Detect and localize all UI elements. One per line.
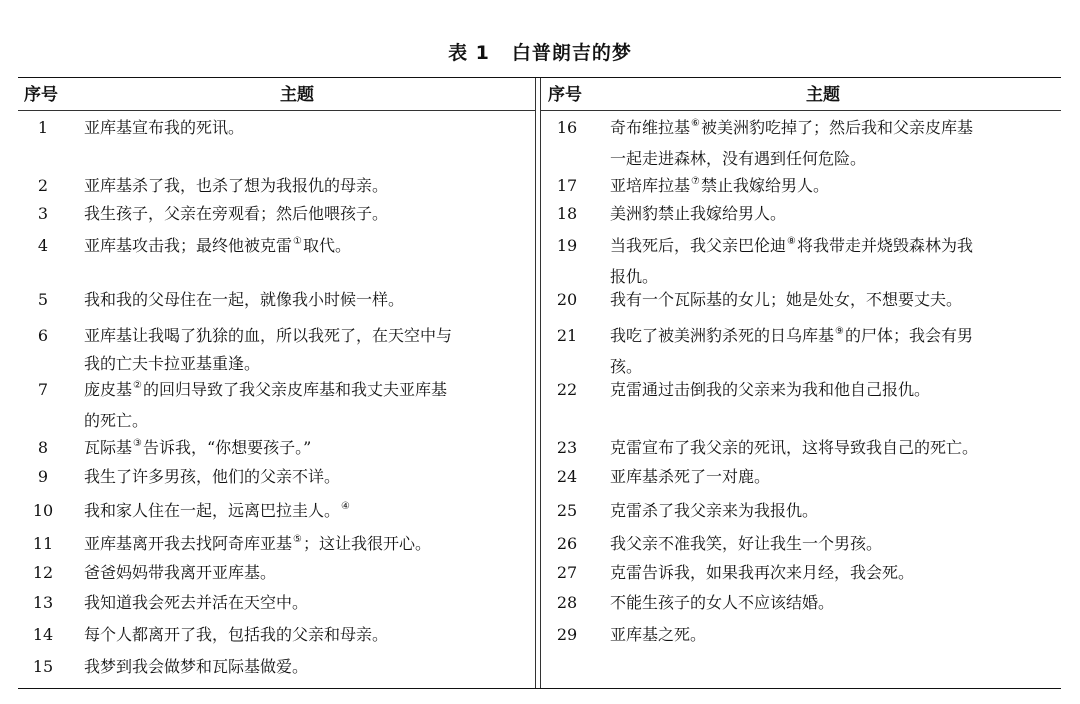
row-number: 9 <box>37 467 49 486</box>
row-topic <box>610 463 770 491</box>
topic-text: 我知道我会死去并活在天空中。 <box>84 593 309 612</box>
row-topic <box>610 621 706 649</box>
header-rule-left <box>18 110 535 111</box>
topic-text: 亚库基离开我去找阿奇库亚基 <box>84 534 293 553</box>
topic-line <box>610 497 818 525</box>
row-number: 11 <box>32 534 54 553</box>
row-number: 15 <box>32 657 54 676</box>
row-topic <box>610 530 882 558</box>
topic-line <box>610 621 706 649</box>
topic-line <box>84 286 404 314</box>
row-topic <box>610 559 914 587</box>
row-topic <box>84 497 351 528</box>
topic-text: 克雷杀了我父亲来为我报仇。 <box>610 501 819 520</box>
column-divider-right <box>540 78 541 688</box>
row-topic <box>610 376 930 404</box>
row-number: 22 <box>556 380 578 399</box>
table-caption <box>0 38 1080 65</box>
topic-text: 被美洲豹吃掉了；然后我和父亲皮库基 <box>700 118 973 137</box>
topic-line <box>84 589 308 617</box>
topic-line <box>610 434 978 462</box>
row-number: 1 <box>37 118 49 137</box>
topic-line <box>84 463 340 491</box>
row-topic <box>84 232 351 263</box>
row-number: 6 <box>37 326 49 345</box>
topic-text: 我生孩子，父亲在旁观看；然后他喂孩子。 <box>84 204 389 223</box>
row-number: 17 <box>556 176 578 195</box>
row-number: 23 <box>556 438 578 457</box>
row-topic <box>610 589 834 617</box>
footnote-marker: ⑤ <box>293 534 302 545</box>
topic-line <box>84 172 388 200</box>
topic-text: 当我死后，我父亲巴伦迪 <box>610 236 787 255</box>
row-number: 20 <box>556 290 578 309</box>
topic-line <box>610 286 962 314</box>
row-number: 28 <box>556 593 578 612</box>
row-number: 14 <box>32 625 54 644</box>
topic-text: 将我带走并烧毁森林为我 <box>796 236 973 255</box>
row-number: 25 <box>556 501 578 520</box>
header-num-left: 序号 <box>24 85 58 105</box>
topic-line <box>610 145 973 173</box>
table-title: 白普朗吉的梦 <box>511 42 632 64</box>
topic-line <box>84 322 452 350</box>
row-topic <box>610 200 786 228</box>
footnote-marker: ③ <box>133 438 142 449</box>
topic-line <box>84 530 431 561</box>
topic-text: 亚培库拉基 <box>610 176 691 195</box>
footnote-marker: ⑨ <box>835 326 844 337</box>
row-number: 5 <box>37 290 49 309</box>
row-topic <box>84 114 244 142</box>
footnote-marker: ① <box>293 236 302 247</box>
row-topic <box>610 286 962 314</box>
topic-text: 报仇。 <box>610 267 659 286</box>
row-number: 10 <box>32 501 54 520</box>
topic-line <box>84 350 452 378</box>
topic-line <box>610 232 973 263</box>
row-topic <box>610 232 973 291</box>
topic-line <box>610 376 930 404</box>
footnote-marker: ⑥ <box>691 118 700 129</box>
topic-text: 孩。 <box>610 357 643 376</box>
topic-text: 克雷通过击倒我的父亲来为我和他自己报仇。 <box>610 380 931 399</box>
row-topic <box>610 172 829 203</box>
row-topic <box>610 497 818 525</box>
row-topic <box>84 559 276 587</box>
row-topic <box>84 463 340 491</box>
row-number: 21 <box>556 326 578 345</box>
column-divider-left <box>535 78 536 688</box>
row-number: 12 <box>32 563 54 582</box>
topic-line <box>610 322 973 353</box>
topic-line <box>84 497 351 528</box>
header-topic-right: 主题 <box>806 85 840 105</box>
topic-text: 亚库基让我喝了犰狳的血，所以我死了，在天空中与 <box>84 326 453 345</box>
row-number: 16 <box>556 118 578 137</box>
topic-text: 庞皮基 <box>84 380 133 399</box>
topic-text: 每个人都离开了我，包括我的父亲和母亲。 <box>84 625 389 644</box>
row-topic <box>84 322 452 378</box>
topic-line <box>84 200 388 228</box>
row-number: 4 <box>37 236 49 255</box>
topic-line <box>610 530 882 558</box>
row-topic <box>84 286 404 314</box>
topic-text: 不能生孩子的女人不应该结婚。 <box>610 593 835 612</box>
topic-text: 克雷告诉我，如果我再次来月经，我会死。 <box>610 563 915 582</box>
topic-line <box>84 559 276 587</box>
header-rule-right <box>540 110 1061 111</box>
topic-text: 瓦际基 <box>84 438 133 457</box>
topic-text: 爸爸妈妈带我离开亚库基。 <box>84 563 277 582</box>
row-number: 26 <box>556 534 578 553</box>
topic-text: ；这让我很开心。 <box>302 534 431 553</box>
row-number: 29 <box>556 625 578 644</box>
topic-text: 的回归导致了我父亲皮库基和我丈夫亚库基 <box>142 380 447 399</box>
topic-text: 亚库基杀了我，也杀了想为我报仇的母亲。 <box>84 176 389 195</box>
topic-text: 我的亡夫卡拉亚基重逢。 <box>84 354 261 373</box>
topic-line <box>610 114 973 145</box>
topic-text: 一起走进森林，没有遇到任何危险。 <box>610 149 867 168</box>
row-topic <box>84 589 308 617</box>
topic-text: 我和我的父母住在一起，就像我小时候一样。 <box>84 290 405 309</box>
topic-text: 美洲豹禁止我嫁给男人。 <box>610 204 787 223</box>
row-number: 18 <box>556 204 578 223</box>
topic-text: 取代。 <box>302 236 351 255</box>
topic-text: 我和家人住在一起，远离巴拉圭人。 <box>84 501 341 520</box>
row-topic <box>610 322 973 381</box>
row-number: 7 <box>37 380 49 399</box>
topic-line <box>610 463 770 491</box>
row-topic <box>84 530 431 561</box>
topic-text: 我吃了被美洲豹杀死的日乌库基 <box>610 326 835 345</box>
topic-line <box>610 172 829 203</box>
footnote-marker: ④ <box>341 501 350 512</box>
footnote-marker: ⑦ <box>691 176 700 187</box>
topic-text: 的死亡。 <box>84 411 149 430</box>
topic-line <box>610 559 914 587</box>
row-number: 19 <box>556 236 578 255</box>
footnote-marker: ② <box>133 380 142 391</box>
row-topic <box>84 376 447 435</box>
topic-line <box>84 114 244 142</box>
topic-line <box>610 200 786 228</box>
topic-text: 亚库基之死。 <box>610 625 707 644</box>
topic-line <box>84 621 388 649</box>
row-topic <box>610 434 978 462</box>
topic-text: 奇布维拉基 <box>610 118 691 137</box>
dream-table <box>18 77 1061 689</box>
topic-line <box>84 232 351 263</box>
footnote-marker: ⑧ <box>787 236 796 247</box>
row-topic <box>84 621 388 649</box>
row-topic <box>84 653 308 681</box>
topic-text: 我生了许多男孩，他们的父亲不详。 <box>84 467 341 486</box>
topic-line <box>610 589 834 617</box>
row-number: 27 <box>556 563 578 582</box>
row-topic <box>84 172 388 200</box>
topic-text: 亚库基攻击我；最终他被克雷 <box>84 236 293 255</box>
topic-line <box>84 376 447 407</box>
row-topic <box>610 114 973 173</box>
topic-text: 告诉我，“你想要孩子。” <box>142 438 312 457</box>
topic-text: 禁止我嫁给男人。 <box>700 176 829 195</box>
topic-text: 的尸体；我会有男 <box>844 326 973 345</box>
row-topic <box>84 200 388 228</box>
header-num-right: 序号 <box>548 85 582 105</box>
row-number: 8 <box>37 438 49 457</box>
topic-text: 亚库基宣布我的死讯。 <box>84 118 245 137</box>
topic-text: 我父亲不准我笑，好让我生一个男孩。 <box>610 534 883 553</box>
row-number: 2 <box>37 176 49 195</box>
topic-text: 我梦到我会做梦和瓦际基做爱。 <box>84 657 309 676</box>
row-number: 3 <box>37 204 49 223</box>
table-number: 表 1 <box>448 42 490 64</box>
topic-text: 我有一个瓦际基的女儿；她是处女，不想要丈夫。 <box>610 290 963 309</box>
header-topic-left: 主题 <box>280 85 314 105</box>
topic-line <box>84 653 308 681</box>
topic-text: 克雷宣布了我父亲的死讯，这将导致我自己的死亡。 <box>610 438 979 457</box>
row-number: 24 <box>556 467 578 486</box>
topic-line <box>84 407 447 435</box>
topic-line <box>84 434 311 465</box>
topic-text: 亚库基杀死了一对鹿。 <box>610 467 771 486</box>
row-number: 13 <box>32 593 54 612</box>
row-topic <box>84 434 311 465</box>
